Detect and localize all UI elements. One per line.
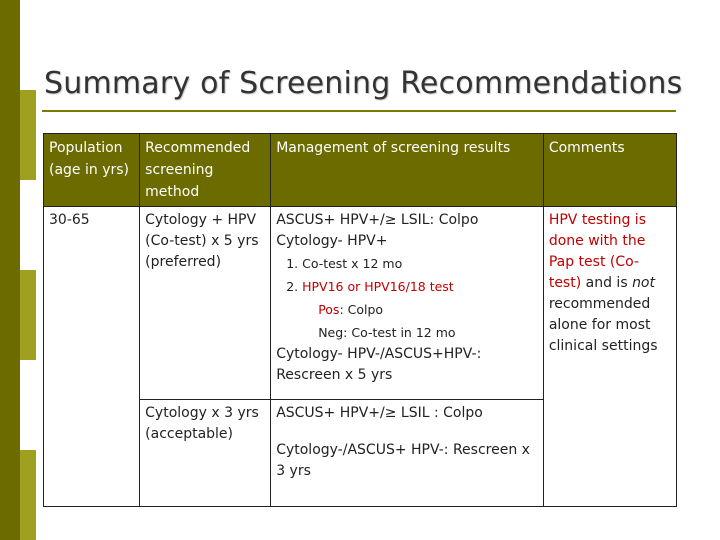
header-method: Recommended screening method (140, 134, 271, 207)
mgmt-subitem-highlight: HPV16 or HPV16/18 test (302, 279, 454, 294)
comment-text: and is (581, 275, 633, 291)
sidebar-strip (0, 0, 20, 540)
cell-population: 30-65 (44, 207, 140, 507)
mgmt-line: ASCUS+ HPV+/≥ LSIL: Colpo (276, 212, 479, 228)
mgmt-subitem-prefix: 2. (286, 279, 303, 294)
header-management: Management of screening results (271, 134, 544, 207)
mgmt-subitem (276, 275, 538, 298)
decorative-blocks (20, 0, 36, 540)
mgmt-pos-value: : Colpo (339, 302, 384, 317)
mgmt-line: Cytology- HPV-/ASCUS+HPV-: Rescreen x 5 yrs (276, 346, 482, 383)
table-row (44, 207, 677, 400)
header-population: Population (age in yrs) (44, 134, 140, 207)
table-header-row (44, 134, 677, 207)
mgmt-line: ASCUS+ HPV+/≥ LSIL : Colpo (276, 405, 483, 421)
mgmt-line: Cytology- HPV+ (276, 233, 388, 249)
cell-method-cytology: Cytology x 3 yrs (acceptable) (140, 400, 271, 507)
comment-text: recommended alone for most clinical settings (548, 296, 658, 354)
page-title: Summary of Screening Recommendations (44, 66, 683, 101)
mgmt-pos-label: Pos (318, 302, 340, 317)
recommendations-table (43, 133, 677, 507)
mgmt-neg: Neg: Co-test in 12 mo (318, 325, 456, 340)
cell-comments (543, 207, 676, 507)
cell-method-cotest: Cytology + HPV (Co-test) x 5 yrs (preferred) (140, 207, 271, 400)
cell-management-cotest (271, 207, 544, 400)
header-comments: Comments (543, 134, 676, 207)
cell-management-cytology (271, 400, 544, 507)
mgmt-subitem: 1. Co-test x 12 mo (286, 256, 403, 271)
comment-highlight: HPV testing is done with the Pap test (Co-test) (548, 212, 646, 291)
mgmt-pos (276, 298, 538, 321)
mgmt-line: Cytology-/ASCUS+ HPV-: Rescreen x 3 yrs (276, 442, 530, 479)
comment-emphasis: not (632, 275, 655, 291)
title-divider (42, 110, 676, 112)
